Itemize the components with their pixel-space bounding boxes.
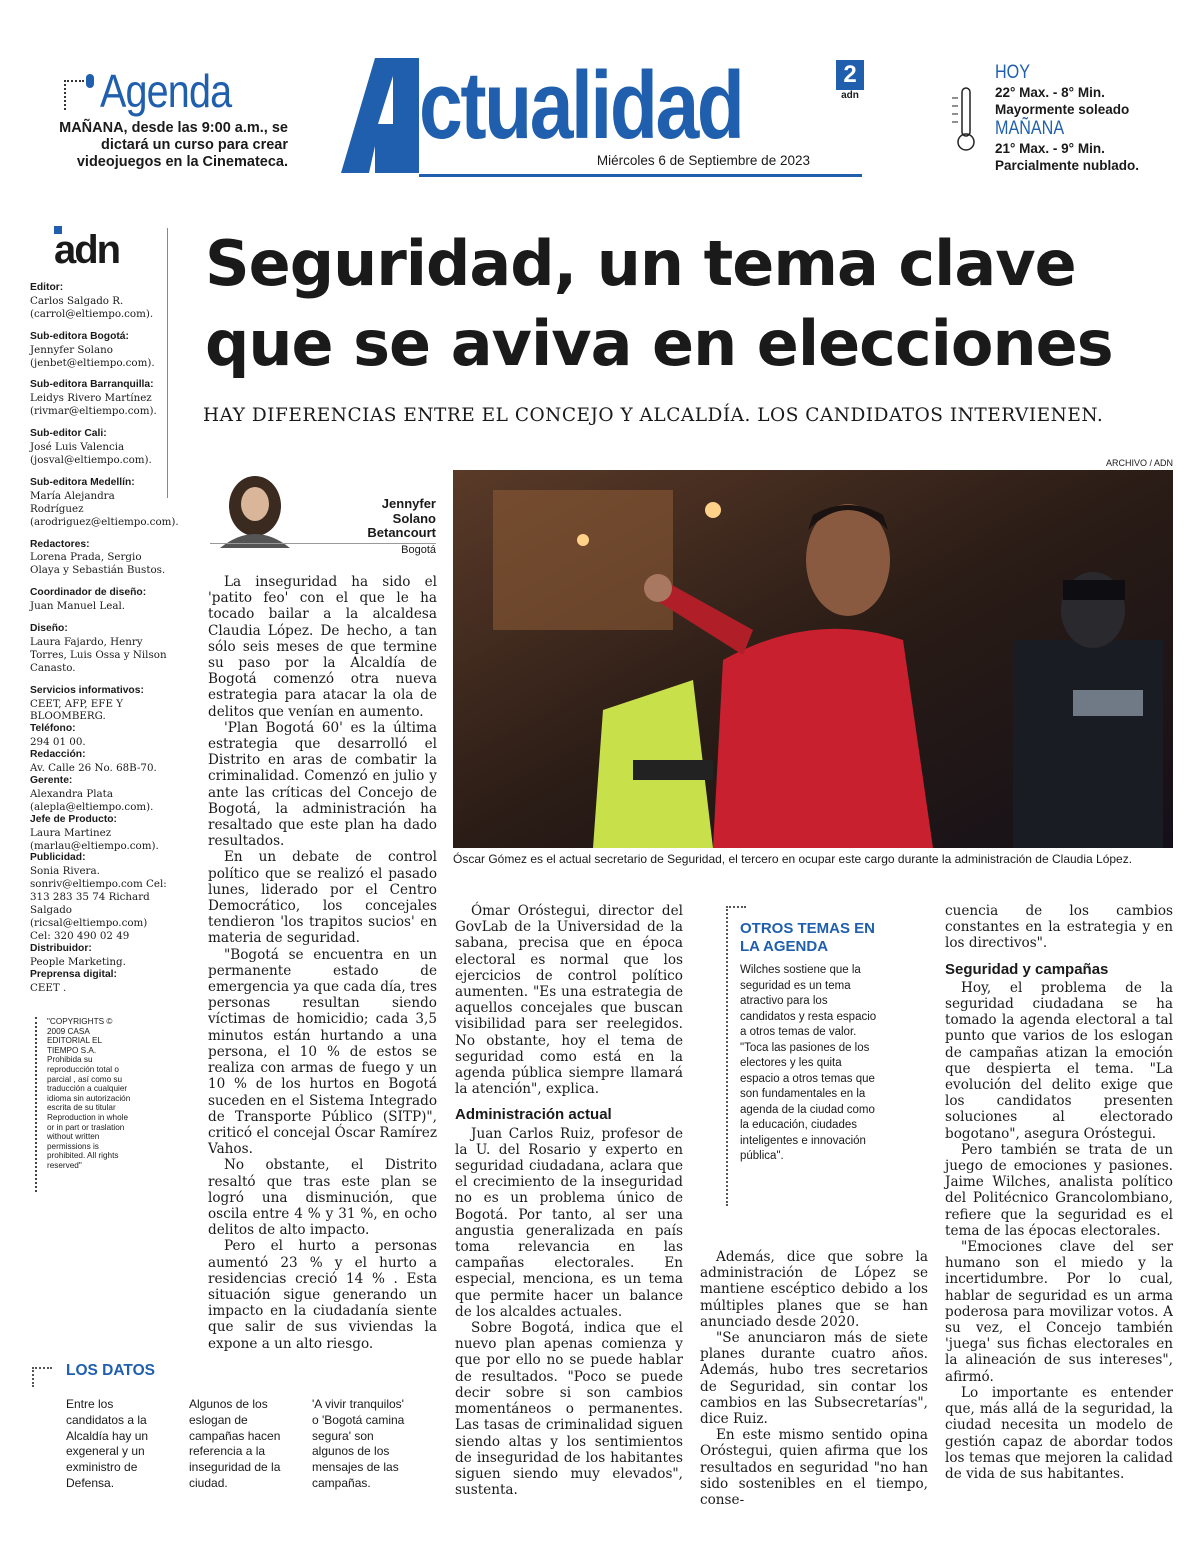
weather-today-label: HOY	[995, 62, 1031, 83]
article-paragraph: Hoy, el problema de la seguridad ciudadana se ha tomado la agenda electoral a tal punto que varios de los eslogan de campañas atizan la emoción que despierta el tema. "La evolución del delito exige que los candidatos presenten soluciones al electorado bogotano", asegura Oróstegui.	[945, 979, 1173, 1142]
photo-credit: ARCHIVO / ADN	[1105, 458, 1173, 468]
copyright-notice: "COPYRIGHTS © 2009 CASA EDITORIAL EL TIEMPO S.A. Prohibida su reproducción total o parcial , así como su traducción a cualquier idioma sin autorización escrita de su titular Reproduction in whole or in part or traslation without written permissions is prohibited. All rights reserved"	[47, 1017, 131, 1170]
thermometer-icon	[948, 84, 982, 154]
adn-logo: adn	[54, 228, 120, 272]
article-paragraph: Pero también se trata de un juego de emociones y pasiones. Jaime Wilches, analista político del Politécnico Grancolombiano, refiere que la seguridad es el tema de las épocas electorales.	[945, 1141, 1173, 1239]
article-paragraph: "Bogotá se encuentra en un permanente estado de emergencia ya que cada día, tres personas resultan siendo víctimas de homicidio; cada 3,5 minutos están hurtando a una persona, el 10 % de estos se realiza con armas de fuego y un 10 % de los hurtos en Bogotá suceden en el Sistema Integrado de Transporte Público (SITP)", criticó el concejal Óscar Ramírez Vahos.	[208, 946, 437, 1158]
staff-role: Distribuidor:	[30, 942, 92, 954]
staff-box	[30, 282, 179, 994]
header-rule	[419, 174, 862, 177]
staff-role: Redacción:	[30, 749, 86, 761]
article-column-1	[208, 574, 437, 1352]
staff-entry: Jennyfer Solano (jenbet@eltiempo.com).	[30, 343, 155, 369]
staff-entry: CEET .	[30, 981, 67, 994]
staff-entry: 294 01 00.	[30, 736, 86, 749]
datos-title: LOS DATOS	[66, 1362, 155, 1379]
copyright-border	[35, 1017, 37, 1192]
headline: Seguridad, un tema clave que se aviva en elecciones	[205, 227, 1113, 380]
article-paragraph: Además, dice que sobre la administración de López se mantiene escéptico debido a los múltiples planes que se han anunciado desde 2020.	[700, 1249, 928, 1330]
article-paragraph: No obstante, el Distrito resaltó que tras este plan se logró una disminución, que oscila entre 4 % y 31 %, en ocho delitos de alto impacto.	[208, 1157, 437, 1239]
staff-role: Coordinador de diseño:	[30, 587, 147, 599]
page-number: 2	[836, 60, 864, 90]
staff-role: Diseño:	[30, 623, 68, 635]
sidebar-border-top	[726, 906, 746, 908]
article-paragraph: Lo importante es entender que, más allá de la seguridad, la ciudad necesita un modelo de gestión capaz de abordar todos los temas que mejoren la calidad de vida de sus habitantes.	[945, 1384, 1173, 1482]
datos-item: Algunos de los eslogan de campañas hacen referencia a la inseguridad de la ciudad.	[189, 1397, 281, 1490]
article-paragraph: Sobre Bogotá, indica que el nuevo plan apenas comienza y que por ello no se puede hablar de resultados. "Poco se puede decir sobre si son cambios momentáneos o permanentes. Las tasas de criminalidad siguen siendo altas y los sentimientos de inseguridad de los habitantes siguen siendo muy elevados", sustenta.	[455, 1320, 683, 1499]
weather-today-desc: Mayormente soleado	[995, 102, 1130, 117]
staff-role: Sub-editora Barranquilla:	[30, 379, 154, 391]
sidebar-title: OTROS TEMAS EN LA AGENDA	[740, 920, 876, 955]
staff-entry: Av. Calle 26 No. 68B-70.	[30, 762, 157, 775]
datos-bracket	[32, 1367, 52, 1387]
agenda-text: MAÑANA, desde las 9:00 a.m., se dictará un curso para crear videojuegos en la Cinemateca.	[59, 120, 288, 170]
issue-date: Miércoles 6 de Septiembre de 2023	[596, 153, 810, 168]
staff-entry: Leidys Rivero Martínez (rivmar@eltiempo.com).	[30, 392, 157, 418]
staff-role: Editor:	[30, 282, 64, 293]
article-paragraph: cuencia de los cambios constantes en la estrategia y en los directivos".	[945, 903, 1173, 952]
agenda-title: Agenda	[100, 65, 232, 117]
datos-item: 'A vivir tranquilos' o 'Bogotá camina segura' son algunos de los mensajes de las campañas.	[312, 1397, 405, 1490]
staff-entry: Alexandra Plata (alepla@eltiempo.com).	[30, 787, 154, 813]
agenda-marker-icon	[86, 74, 94, 88]
staff-role: Redactores:	[30, 538, 90, 550]
author-name: Jennyfer Solano Betancourt	[367, 496, 436, 540]
staff-entry: Laura Martinez (marlau@eltiempo.com).	[30, 826, 159, 852]
staff-entry: Lorena Prada, Sergio Olaya y Sebastián Bustos.	[30, 551, 166, 577]
weather-today-temp: 22° Max. - 8° Min.	[995, 85, 1105, 100]
subheadline: HAY DIFERENCIAS ENTRE EL CONCEJO Y ALCALDÍA. LOS CANDIDATOS INTERVIENEN.	[203, 405, 1104, 426]
weather-tomorrow-desc: Parcialmente nublado.	[995, 158, 1140, 173]
article-paragraph: 'Plan Bogotá 60' es la última estrategia que desarrolló el Distrito en aras de combatir la criminalidad. Comenzó en julio y ante las críticas del Concejo de Bogotá, la administración ha resaltado que este plan ha dado resultados.	[208, 719, 437, 850]
article-paragraph: Pero el hurto a personas aumentó 23 % y el hurto a residencias creció 14 % . Esta situación sigue generando un impacto en la ciudadanía siente que salir de sus viviendas la expone a un alto riesgo.	[208, 1238, 437, 1352]
weather-tomorrow-temp: 21° Max. - 9° Min.	[995, 141, 1105, 156]
article-subtitle: Seguridad y campañas	[945, 960, 1109, 978]
section-title: ctualidad	[419, 52, 743, 159]
staff-entry: Juan Manuel Leal.	[30, 600, 126, 613]
staff-role: Sub-editora Medellín:	[30, 476, 135, 488]
author-photo	[210, 470, 300, 548]
article-paragraph: La inseguridad ha sido el 'patito feo' con el que le ha tocado bailar a la alcaldesa Claudia López. De hecho, a tan sólo seis meses de que termine su paso por la Alcaldía de Bogotá comenzó otra nueva estrategia para atacar la ola de delitos que venían en aumento.	[208, 574, 437, 720]
staff-role: Jefe de Producto:	[30, 813, 117, 825]
article-column-4	[945, 903, 1173, 1482]
staff-role: Servicios informativos:	[30, 684, 144, 696]
main-photo	[453, 470, 1173, 848]
staff-role: Gerente:	[30, 775, 73, 786]
article-paragraph: En este mismo sentido opina Oróstegui, quien afirma que los resultados en seguridad "no han sido sostenibles en el tiempo, conse-	[700, 1427, 928, 1509]
sidebar-border	[726, 906, 728, 1206]
staff-role: Sub-editora Bogotá:	[30, 330, 129, 342]
staff-entry: Sonia Rivera. sonriv@eltiempo.com Cel: 313 283 35 74 Richard Salgado (ricsal@eltiempo.com) Cel: 320 490 02 49	[30, 865, 167, 942]
article-column-2	[455, 903, 683, 1498]
staff-entry: Laura Fajardo, Henry Torres, Luis Ossa y Nilson Canasto.	[30, 635, 167, 674]
article-column-3	[700, 1249, 928, 1508]
weather-box	[995, 62, 1195, 174]
weather-tomorrow-label: MAÑANA	[995, 118, 1065, 139]
article-paragraph: "Emociones clave del ser humano son el miedo y la incertidumbre. Por lo cual, hablar de seguridad es un arma poderosa para movilizar votos. A su vez, el Concejo también 'juega' sus fichas electorales en la alineación de sus intereses", afirmó.	[945, 1239, 1173, 1385]
article-paragraph: Ómar Oróstegui, director del GovLab de la Universidad de la sabana, precisa que en época electoral es normal que los ejercicios de control político aumenten. "Es una estrategia de aquellos concejales que buscan visibilidad para ser reelegidos. No obstante, hoy el tema de seguridad como está en la agenda pública siempre llamará la atención", explica.	[455, 903, 683, 1098]
staff-entry: CEET, AFP, EFE Y BLOOMBERG.	[30, 697, 124, 723]
staff-entry: People Marketing.	[30, 955, 126, 968]
article-paragraph: En un debate de control político que se realizó el pasado lunes, liderado por el Centro Democrático, los concejales tendieron 'los trapitos sucios' en materia de seguridad.	[208, 849, 437, 947]
article-paragraph: "Se anunciaron más de siete planes durante cuatro años. Además, hubo tres secretarios de Seguridad, sin contar los cambios en las Subsecretarías", dice Ruiz.	[700, 1330, 928, 1428]
datos-item: Entre los candidatos a la Alcaldía hay un exgeneral y un exministro de Defensa.	[66, 1397, 149, 1490]
staff-entry: María Alejandra Rodríguez (arodriguez@eltiempo.com).	[30, 489, 179, 528]
page-brand: adn	[841, 90, 859, 101]
sidebar-text: Wilches sostiene que la seguridad es un tema atractivo para los candidatos y resta espacio a otros temas de valor. "Toca las pasiones de los electores y les quita espacio a otros temas que son fundamentales en la agenda de la ciudad como la educación, ciudades inteligentes e innovación pública".	[740, 964, 877, 1162]
author-city: Bogotá	[401, 544, 436, 556]
article-subtitle: Administración actual	[455, 1106, 612, 1124]
staff-role: Teléfono:	[30, 723, 76, 735]
photo-caption: Óscar Gómez es el actual secretario de Seguridad, el tercero en ocupar este cargo durante la administración de Claudia López.	[453, 852, 1133, 866]
agenda-bracket-ornament	[64, 80, 84, 110]
staff-role: Publicidad:	[30, 852, 86, 864]
article-paragraph: Juan Carlos Ruiz, profesor de la U. del Rosario y experto en seguridad ciudadana, aclara que el crecimiento de la inseguridad no es un problema único de Bogotá. Por tanto, al ser una angustia generalizada en país toma relevancia en las campañas electorales. En especial, menciona, es un tema que permite hacer un balance de los alcaldes actuales.	[455, 1125, 683, 1320]
section-initial-a	[341, 58, 419, 173]
staff-role: Sub-editor Cali:	[30, 428, 107, 440]
staff-entry: José Luis Valencia (josval@eltiempo.com).	[30, 441, 152, 466]
staff-role: Preprensa digital:	[30, 968, 117, 980]
staff-entry: Carlos Salgado R. (carrol@eltiempo.com).	[30, 294, 154, 320]
